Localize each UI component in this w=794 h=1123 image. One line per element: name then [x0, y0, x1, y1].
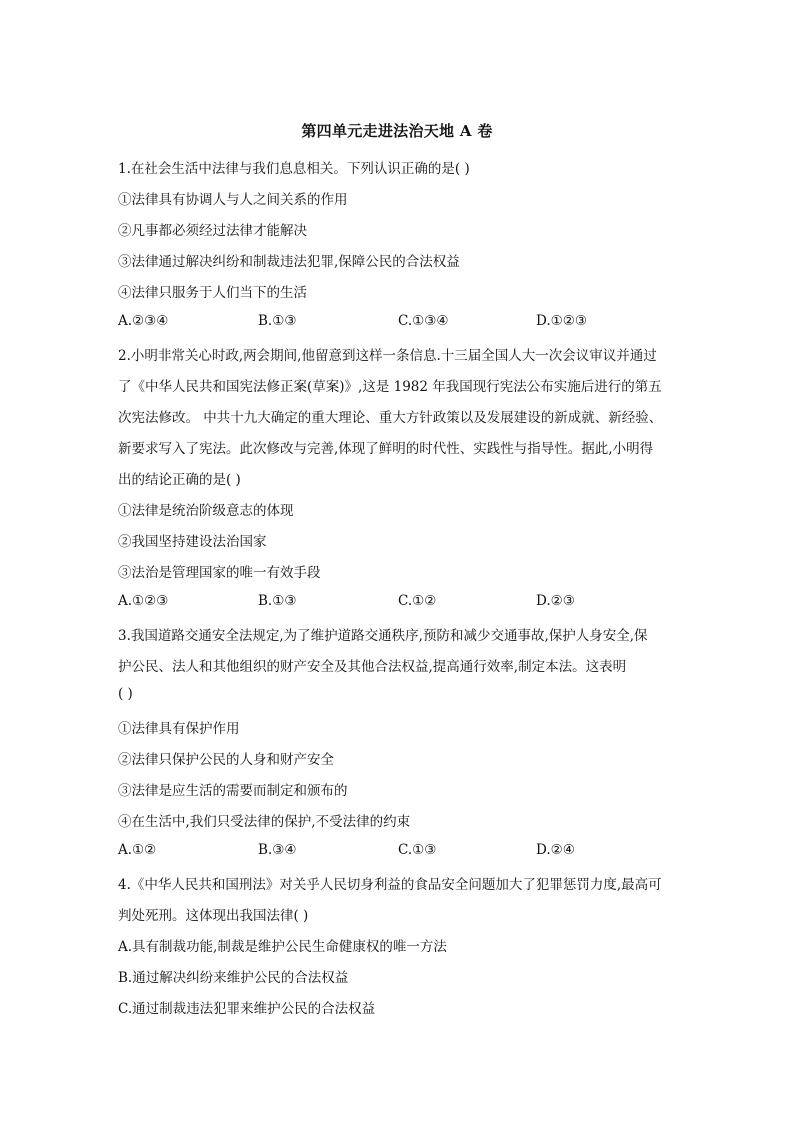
q2-stem-line-4: 新要求写入了宪法。此次修改与完善,体现了鲜明的时代性、实践性与指导性。据此,小明得 [118, 441, 654, 457]
q3-item-2: ②法律只保护公民的人身和财产安全 [118, 752, 334, 768]
q2-item-2: ②我国坚持建设法治国家 [118, 534, 267, 550]
q1-option-a[interactable]: A.②③④ [118, 313, 169, 329]
q2-option-c[interactable]: C.①② [398, 593, 437, 609]
q1-option-b[interactable]: B.①③ [258, 313, 297, 329]
q3-option-c[interactable]: C.①③ [398, 842, 437, 858]
q3-option-b[interactable]: B.③④ [258, 842, 297, 858]
q1-option-c[interactable]: C.①③④ [398, 313, 449, 329]
q2-option-b[interactable]: B.①③ [258, 593, 297, 609]
q4-stem-line-2: 判处死刑。这体现出我国法律( ) [118, 908, 309, 924]
q3-stem-line-2: 护公民、法人和其他组织的财产安全及其他合法权益,提高通行效率,制定本法。这表明 [118, 659, 627, 675]
q3-stem-line-1: 3.我国道路交通安全法规定,为了维护道路交通秩序,预防和减少交通事故,保护人身安全,保 [118, 628, 648, 644]
q2-item-3: ③法治是管理国家的唯一有效手段 [118, 565, 321, 581]
q2-option-a[interactable]: A.①②③ [118, 593, 169, 609]
q2-option-d[interactable]: D.②③ [536, 593, 575, 609]
q4-stem-line-1: 4.《中华人民共和国刑法》对关乎人民切身利益的食品安全问题加大了犯罪惩罚力度,最高可 [118, 877, 662, 893]
q2-stem-line-5: 出的结论正确的是( ) [118, 472, 241, 488]
q2-stem-line-2: 了《中华人民共和国宪法修正案(草案)》,这是 1982 年我国现行宪法公布实施后进行的第五 [118, 379, 662, 395]
q3-item-4: ④在生活中,我们只受法律的保护,不受法律的约束 [118, 814, 411, 830]
q3-item-1: ①法律具有保护作用 [118, 721, 240, 737]
q2-item-1: ①法律是统治阶级意志的体现 [118, 503, 294, 519]
page-title: 第四单元走进法治天地 A 卷 [301, 122, 493, 140]
q3-option-d[interactable]: D.②④ [536, 842, 575, 858]
q3-stem-line-3: ( ) [118, 686, 133, 702]
q2-stem-line-3: 次宪法修改。 中共十九大确定的重大理论、重大方针政策以及发展建设的新成就、新经验、 [118, 410, 663, 426]
q1-option-d[interactable]: D.①②③ [536, 313, 587, 329]
q2-stem-line-1: 2.小明非常关心时政,两会期间,他留意到这样一条信息.十三届全国人大一次会议审议并通过 [118, 348, 657, 364]
q1-item-1: ①法律具有协调人与人之间关系的作用 [118, 192, 348, 208]
q1-stem: 1.在社会生活中法律与我们息息相关。下列认识正确的是( ) [118, 161, 470, 177]
q1-item-3: ③法律通过解决纠纷和制裁违法犯罪,保障公民的合法权益 [118, 254, 460, 270]
q3-option-a[interactable]: A.①② [118, 842, 157, 858]
q4-option-b[interactable]: B.通过解决纠纷来维护公民的合法权益 [118, 970, 349, 986]
q1-item-2: ②凡事都必须经过法律才能解决 [118, 223, 307, 239]
q1-item-4: ④法律只服务于人们当下的生活 [118, 285, 307, 301]
q4-option-a[interactable]: A.具有制裁功能,制裁是维护公民生命健康权的唯一方法 [118, 939, 447, 955]
q4-option-c[interactable]: C.通过制裁违法犯罪来维护公民的合法权益 [118, 1001, 376, 1017]
q3-item-3: ③法律是应生活的需要而制定和颁布的 [118, 783, 348, 799]
